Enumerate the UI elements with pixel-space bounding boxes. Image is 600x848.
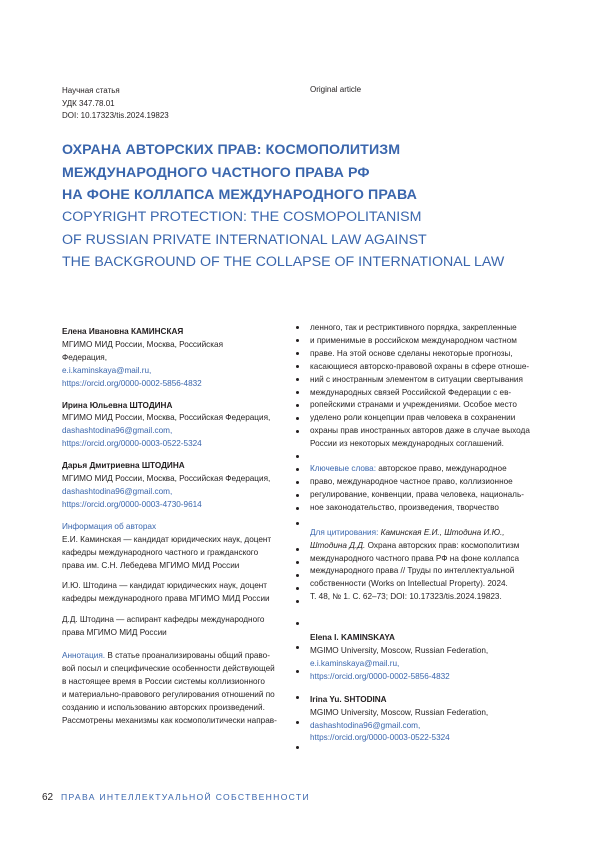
author-email-link[interactable]: dashashtodina96@gmail.com, (62, 486, 173, 496)
author-block (62, 326, 288, 391)
title-en-line: THE BACKGROUND OF THE COLLAPSE OF INTERNATIONAL LAW (62, 254, 505, 270)
author-affiliation: Федерация, (62, 352, 108, 362)
citation-second-line: Штодина Д.Д. Охрана авторских прав: космополитизм (310, 540, 520, 550)
author-affiliation: МГИМО МИД России, Москва, Российская Федерация, (62, 474, 271, 484)
article-meta (62, 85, 169, 123)
author-orcid-link[interactable]: https://orcid.org/0000-0003-4730-9614 (62, 499, 202, 509)
abstract-line: и применимые в российском международном частном (310, 335, 517, 345)
abstract-first-line: Аннотация. В статье проанализированы общий право- (62, 651, 270, 661)
author-name: Ирина Юльевна ШТОДИНА (62, 400, 173, 410)
citation-line: собственности (Works on Intellectual Property). 2024. (310, 579, 508, 589)
abstract-line: уделено роли концепции прав человека в сохранении (310, 413, 516, 423)
author-orcid-link-en[interactable]: https://orcid.org/0000-0002-5856-4832 (310, 671, 450, 681)
title-ru-line: ОХРАНА АВТОРСКИХ ПРАВ: КОСМОПОЛИТИЗМ (62, 142, 401, 158)
title-russian (62, 139, 542, 207)
abstract-line: касающиеся авторско-правовой охраны в сфере отноше- (310, 361, 530, 371)
title-en-line: OF RUSSIAN PRIVATE INTERNATIONAL LAW AGAINST (62, 231, 427, 248)
keywords-line: ное законодательство, произведения, творчество (310, 502, 499, 512)
author-info-line: И.Ю. Штодина — кандидат юридических наук, доцент (62, 581, 268, 591)
original-article-label: Original article (310, 85, 362, 94)
page-number: 62 (42, 792, 54, 803)
title-ru-line: МЕЖДУНАРОДНОГО ЧАСТНОГО ПРАВА РФ (62, 164, 370, 181)
abstract-line: созданию и использованию авторских произведений. (62, 702, 265, 712)
author-email-link[interactable]: e.i.kaminskaya@mail.ru, (62, 365, 152, 375)
author-name-en: Irina Yu. SHTODINA (310, 694, 387, 704)
author-info-line: кафедры международного частного и гражданского (62, 547, 259, 557)
left-column (62, 326, 288, 727)
citation-first-line: Для цитирования: Каминская Е.И., Штодина И.Ю., (310, 527, 505, 537)
abstract-line: в настоящее время в России системы коллизионного (62, 676, 265, 686)
keywords-first-line: Ключевые слова: авторское право, международное (310, 464, 507, 474)
author-info-line: права МГИМО МИД России (62, 628, 167, 638)
abstract-line: ленного, так и рестриктивного порядка, закрепленные (310, 323, 517, 332)
abstract-line: России из некоторых международных соглашений. (310, 439, 504, 449)
author-info-line: Д.Д. Штодина — аспирант кафедры международного (62, 615, 265, 625)
authors-info-label: Информация об авторах (62, 521, 157, 531)
author-info-line: Е.И. Каминская — кандидат юридических наук, доцент (62, 534, 272, 544)
author-info-line: права им. С.Н. Лебедева МГИМО МИД России (62, 560, 240, 570)
article-type: Научная статья (62, 86, 120, 95)
abstract-line: ний с иностранным элементом в ситуации свертывания (310, 374, 523, 384)
abstract-right (310, 322, 542, 451)
author-affiliation: МГИМО МИД России, Москва, Российская (62, 339, 223, 349)
author-orcid-link-en[interactable]: https://orcid.org/0000-0003-0522-5324 (310, 733, 450, 743)
title-en-line: COPYRIGHT PROTECTION: THE COSMOPOLITANISM (62, 209, 422, 225)
author-email-link-en[interactable]: dashashtodina96@gmail.com, (310, 720, 421, 730)
keywords (310, 463, 542, 515)
author-affiliation-en: MGIMO University, Moscow, Russian Federation, (310, 646, 489, 656)
journal-name: ПРАВА ИНТЕЛЛЕКТУАЛЬНОЙ СОБСТВЕННОСТИ (61, 792, 310, 802)
doi: DOI: 10.17323/tis.2024.19823 (62, 111, 169, 120)
right-column (310, 322, 542, 754)
abstract-line: ропейскими странами и учреждениями. Особое место (310, 400, 517, 410)
keywords-line: право, международное частное право, коллизионное (310, 476, 513, 486)
abstract-line: охраны прав иностранных авторов даже в случае выхода (310, 426, 530, 436)
author-block-en (310, 632, 542, 684)
author-info-line: кафедры международного права МГИМО МИД России (62, 594, 270, 604)
abstract-left (62, 650, 288, 727)
author-name-en: Elena I. KAMINSKAYA (310, 633, 395, 643)
author-block (62, 400, 288, 452)
keywords-line: регулирование, конвенции, права человека, националь- (310, 489, 524, 499)
citation-line: международного частного права РФ на фоне коллапса (310, 553, 520, 563)
author-affiliation: МГИМО МИД России, Москва, Российская Федерация, (62, 413, 271, 423)
abstract-line: праве. На этой основе сделаны некоторые прогнозы, (310, 348, 513, 358)
author-email-link[interactable]: dashashtodina96@gmail.com, (62, 426, 173, 436)
author-affiliation-en: MGIMO University, Moscow, Russian Federation, (310, 707, 489, 717)
title-ru-line: НА ФОНЕ КОЛЛАПСА МЕЖДУНАРОДНОГО ПРАВА (62, 187, 418, 203)
title-english (62, 206, 562, 274)
abstract-line: вой посыл и специфические особенности действующей (62, 663, 275, 673)
author-email-link-en[interactable]: e.i.kaminskaya@mail.ru, (310, 658, 400, 668)
authors-info (62, 521, 288, 640)
author-name: Елена Ивановна КАМИНСКАЯ (62, 327, 184, 336)
author-orcid-link[interactable]: https://orcid.org/0000-0002-5856-4832 (62, 378, 202, 388)
author-orcid-link[interactable]: https://orcid.org/0000-0003-0522-5324 (62, 439, 202, 449)
citation-line: Т. 48, № 1. С. 62–73; DOI: 10.17323/tis.2024.19823. (310, 592, 502, 602)
author-block (62, 460, 288, 512)
abstract-line: международных связей Российской Федерации с ев- (310, 387, 512, 397)
citation (310, 527, 542, 604)
citation-line: международного права // Труды по интеллектуальной (310, 566, 515, 576)
author-block-en (310, 694, 542, 746)
abstract-line: Рассмотрены механизмы как космополитически направ- (62, 715, 277, 725)
udc-code: УДК 347.78.01 (62, 98, 115, 108)
author-name: Дарья Дмитриевна ШТОДИНА (62, 461, 185, 471)
abstract-line: и материально-правового регулирования отношений по (62, 689, 275, 699)
